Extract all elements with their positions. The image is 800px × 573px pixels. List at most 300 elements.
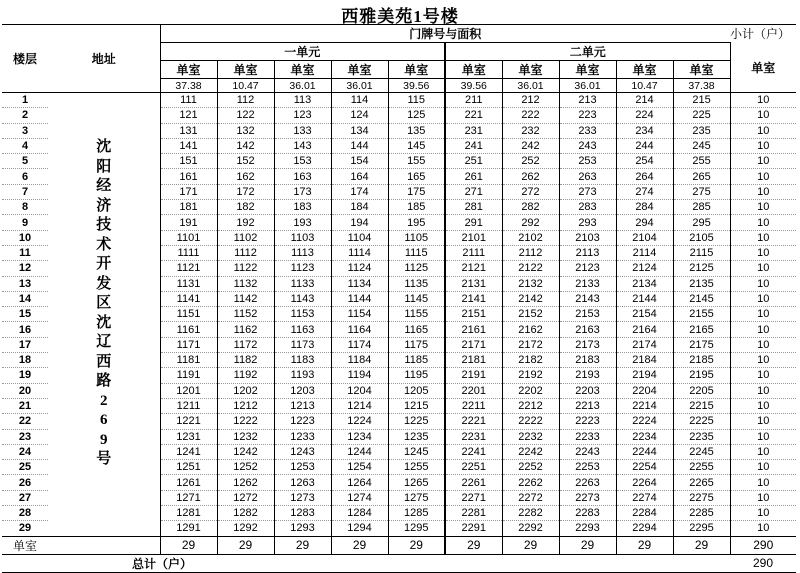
room-number-cell: 1215	[388, 398, 445, 413]
room-number-cell: 2252	[502, 460, 559, 475]
room-number-cell: 195	[388, 215, 445, 230]
room-number-cell: 1243	[274, 444, 331, 459]
floor-cell: 4	[2, 138, 48, 153]
room-number-cell: 2242	[502, 444, 559, 459]
room-number-cell: 1195	[388, 368, 445, 383]
room-number-cell: 223	[559, 108, 616, 123]
room-number-cell: 2205	[673, 383, 730, 398]
room-number-cell: 265	[673, 169, 730, 184]
room-number-cell: 1292	[217, 521, 274, 536]
room-number-cell: 2101	[445, 230, 502, 245]
room-type-1: 单室	[160, 61, 217, 79]
room-number-cell: 1293	[274, 521, 331, 536]
room-number-cell: 2142	[502, 291, 559, 306]
room-number-cell: 2203	[559, 383, 616, 398]
room-number-cell: 2224	[616, 414, 673, 429]
single-room-count: 29	[388, 536, 445, 554]
room-number-cell: 153	[274, 154, 331, 169]
room-number-cell: 271	[445, 184, 502, 199]
room-number-cell: 1191	[160, 368, 217, 383]
room-number-cell: 2161	[445, 322, 502, 337]
floor-cell: 29	[2, 521, 48, 536]
room-number-cell: 162	[217, 169, 274, 184]
room-number-cell: 2265	[673, 475, 730, 490]
room-number-cell: 174	[331, 184, 388, 199]
room-number-cell: 2114	[616, 245, 673, 260]
room-number-cell: 2274	[616, 490, 673, 505]
room-number-cell: 2213	[559, 398, 616, 413]
room-type-6: 单室	[445, 61, 502, 79]
room-number-cell: 1181	[160, 353, 217, 368]
floor-cell: 6	[2, 169, 48, 184]
row-count-cell: 10	[730, 215, 796, 230]
room-number-cell: 2273	[559, 490, 616, 505]
room-number-cell: 211	[445, 93, 502, 108]
room-number-cell: 1245	[388, 444, 445, 459]
header-door-area: 门牌号与面积	[160, 25, 730, 43]
floor-cell: 16	[2, 322, 48, 337]
room-number-cell: 2173	[559, 337, 616, 352]
room-number-cell: 1155	[388, 307, 445, 322]
room-number-cell: 172	[217, 184, 274, 199]
room-number-cell: 2151	[445, 307, 502, 322]
room-number-cell: 1255	[388, 460, 445, 475]
floor-cell: 22	[2, 414, 48, 429]
room-number-cell: 2223	[559, 414, 616, 429]
room-number-cell: 1182	[217, 353, 274, 368]
room-number-cell: 1201	[160, 383, 217, 398]
room-number-cell: 263	[559, 169, 616, 184]
room-number-cell: 1252	[217, 460, 274, 475]
floor-cell: 3	[2, 123, 48, 138]
row-count-cell: 10	[730, 490, 796, 505]
room-number-cell: 2194	[616, 368, 673, 383]
room-type-8: 单室	[559, 61, 616, 79]
room-number-cell: 2104	[616, 230, 673, 245]
room-number-cell: 213	[559, 93, 616, 108]
row-count-cell: 10	[730, 337, 796, 352]
room-number-cell: 2285	[673, 506, 730, 521]
room-number-cell: 234	[616, 123, 673, 138]
room-number-cell: 1244	[331, 444, 388, 459]
room-type-7: 单室	[502, 61, 559, 79]
single-room-count: 29	[445, 536, 502, 554]
room-number-cell: 2184	[616, 353, 673, 368]
room-number-cell: 1194	[331, 368, 388, 383]
room-number-cell: 2112	[502, 245, 559, 260]
row-count-cell: 10	[730, 414, 796, 429]
row-count-cell: 10	[730, 230, 796, 245]
room-number-cell: 2212	[502, 398, 559, 413]
room-number-cell: 1114	[331, 245, 388, 260]
single-room-count: 29	[274, 536, 331, 554]
single-room-count: 29	[331, 536, 388, 554]
room-number-cell: 2262	[502, 475, 559, 490]
room-number-cell: 293	[559, 215, 616, 230]
room-number-cell: 1165	[388, 322, 445, 337]
room-number-cell: 194	[331, 215, 388, 230]
row-count-cell: 10	[730, 398, 796, 413]
grand-total-blank	[217, 554, 730, 572]
floor-cell: 10	[2, 230, 48, 245]
room-number-cell: 152	[217, 154, 274, 169]
area-8: 36.01	[559, 79, 616, 93]
room-number-cell: 1134	[331, 276, 388, 291]
room-number-cell: 145	[388, 138, 445, 153]
room-number-cell: 251	[445, 154, 502, 169]
room-number-cell: 2155	[673, 307, 730, 322]
address-char: 开	[96, 256, 112, 272]
area-10: 37.38	[673, 79, 730, 93]
room-number-cell: 2215	[673, 398, 730, 413]
row-count-cell: 10	[730, 261, 796, 276]
address-char: 技	[96, 217, 112, 233]
room-number-cell: 1141	[160, 291, 217, 306]
room-number-cell: 1161	[160, 322, 217, 337]
room-number-cell: 2171	[445, 337, 502, 352]
room-number-cell: 1275	[388, 490, 445, 505]
row-count-cell: 10	[730, 368, 796, 383]
room-number-cell: 2195	[673, 368, 730, 383]
address-char: 辽	[96, 334, 112, 350]
room-number-cell: 175	[388, 184, 445, 199]
room-number-cell: 112	[217, 93, 274, 108]
room-number-cell: 1152	[217, 307, 274, 322]
floor-cell: 17	[2, 337, 48, 352]
row-count-cell: 10	[730, 276, 796, 291]
room-number-cell: 1225	[388, 414, 445, 429]
room-number-cell: 1232	[217, 429, 274, 444]
floor-cell: 1	[2, 93, 48, 108]
room-number-cell: 1105	[388, 230, 445, 245]
room-number-cell: 231	[445, 123, 502, 138]
room-number-cell: 193	[274, 215, 331, 230]
row-count-cell: 10	[730, 169, 796, 184]
room-number-cell: 131	[160, 123, 217, 138]
floor-cell: 25	[2, 460, 48, 475]
address-char: 沈	[96, 139, 112, 155]
row-count-cell: 10	[730, 460, 796, 475]
room-number-cell: 2182	[502, 353, 559, 368]
single-room-count: 29	[559, 536, 616, 554]
room-number-cell: 1294	[331, 521, 388, 536]
address-char: 西	[96, 353, 112, 370]
room-number-cell: 184	[331, 200, 388, 215]
room-number-cell: 2175	[673, 337, 730, 352]
room-number-cell: 222	[502, 108, 559, 123]
row-count-cell: 10	[730, 322, 796, 337]
header-unit-2: 二单元	[445, 43, 730, 61]
room-number-cell: 1254	[331, 460, 388, 475]
room-number-cell: 2192	[502, 368, 559, 383]
room-number-cell: 2234	[616, 429, 673, 444]
room-number-cell: 1112	[217, 245, 274, 260]
room-number-cell: 232	[502, 123, 559, 138]
row-count-cell: 10	[730, 154, 796, 169]
room-number-cell: 1212	[217, 398, 274, 413]
room-number-cell: 2295	[673, 521, 730, 536]
room-number-cell: 1251	[160, 460, 217, 475]
room-number-cell: 2145	[673, 291, 730, 306]
room-number-cell: 142	[217, 138, 274, 153]
room-number-cell: 253	[559, 154, 616, 169]
room-type-3: 单室	[274, 61, 331, 79]
room-number-cell: 1102	[217, 230, 274, 245]
floor-cell: 23	[2, 429, 48, 444]
room-number-cell: 1221	[160, 414, 217, 429]
room-number-cell: 151	[160, 154, 217, 169]
room-number-cell: 242	[502, 138, 559, 153]
room-number-cell: 2141	[445, 291, 502, 306]
room-number-cell: 1233	[274, 429, 331, 444]
room-number-cell: 2125	[673, 261, 730, 276]
room-number-cell: 2172	[502, 337, 559, 352]
row-count-cell: 10	[730, 429, 796, 444]
room-number-cell: 1224	[331, 414, 388, 429]
room-number-cell: 282	[502, 200, 559, 215]
room-number-cell: 171	[160, 184, 217, 199]
room-number-cell: 1125	[388, 261, 445, 276]
room-number-cell: 1263	[274, 475, 331, 490]
room-number-cell: 2165	[673, 322, 730, 337]
room-number-cell: 292	[502, 215, 559, 230]
room-number-cell: 1265	[388, 475, 445, 490]
room-number-cell: 2185	[673, 353, 730, 368]
room-number-cell: 1223	[274, 414, 331, 429]
address-char: 术	[96, 236, 112, 253]
floor-cell: 11	[2, 245, 48, 260]
room-number-cell: 241	[445, 138, 502, 153]
room-number-cell: 1164	[331, 322, 388, 337]
header-unit-1: 一单元	[160, 43, 445, 61]
room-number-cell: 2202	[502, 383, 559, 398]
room-number-cell: 2233	[559, 429, 616, 444]
room-number-cell: 1214	[331, 398, 388, 413]
address-char: 沈	[96, 314, 112, 331]
room-number-cell: 2144	[616, 291, 673, 306]
address-char: 区	[96, 295, 112, 311]
header-address: 地址	[48, 25, 160, 93]
room-number-cell: 252	[502, 154, 559, 169]
floor-cell: 27	[2, 490, 48, 505]
area-9: 10.47	[616, 79, 673, 93]
room-number-cell: 121	[160, 108, 217, 123]
room-number-cell: 185	[388, 200, 445, 215]
room-number-cell: 1132	[217, 276, 274, 291]
room-number-cell: 1144	[331, 291, 388, 306]
room-number-cell: 235	[673, 123, 730, 138]
room-number-cell: 1124	[331, 261, 388, 276]
room-number-cell: 2254	[616, 460, 673, 475]
area-5: 39.56	[388, 79, 445, 93]
room-number-cell: 2221	[445, 414, 502, 429]
room-number-cell: 123	[274, 108, 331, 123]
room-number-cell: 221	[445, 108, 502, 123]
room-number-cell: 2284	[616, 506, 673, 521]
room-number-cell: 233	[559, 123, 616, 138]
room-number-cell: 1133	[274, 276, 331, 291]
room-number-cell: 1264	[331, 475, 388, 490]
room-type-9: 单室	[616, 61, 673, 79]
room-number-cell: 1295	[388, 521, 445, 536]
room-number-cell: 2103	[559, 230, 616, 245]
door-number-table	[2, 24, 796, 573]
room-number-cell: 1282	[217, 506, 274, 521]
room-number-cell: 2162	[502, 322, 559, 337]
room-number-cell: 1103	[274, 230, 331, 245]
room-number-cell: 2225	[673, 414, 730, 429]
room-number-cell: 124	[331, 108, 388, 123]
floor-cell: 15	[2, 307, 48, 322]
room-number-cell: 1272	[217, 490, 274, 505]
floor-cell: 18	[2, 353, 48, 368]
address-char: 6	[100, 412, 108, 428]
room-number-cell: 1193	[274, 368, 331, 383]
room-number-cell: 2235	[673, 429, 730, 444]
grand-total-value: 290	[730, 554, 796, 572]
room-type-4: 单室	[331, 61, 388, 79]
sheet-title: 西雅美苑1号楼	[341, 7, 459, 26]
room-number-cell: 181	[160, 200, 217, 215]
room-number-cell: 2291	[445, 521, 502, 536]
room-number-cell: 1123	[274, 261, 331, 276]
room-number-cell: 2293	[559, 521, 616, 536]
floor-cell: 14	[2, 291, 48, 306]
room-number-cell: 192	[217, 215, 274, 230]
room-number-cell: 1175	[388, 337, 445, 352]
room-number-cell: 273	[559, 184, 616, 199]
room-number-cell: 113	[274, 93, 331, 108]
room-number-cell: 1121	[160, 261, 217, 276]
row-count-cell: 10	[730, 444, 796, 459]
room-number-cell: 2204	[616, 383, 673, 398]
room-number-cell: 2191	[445, 368, 502, 383]
room-number-cell: 243	[559, 138, 616, 153]
room-number-cell: 244	[616, 138, 673, 153]
row-count-cell: 10	[730, 353, 796, 368]
row-count-cell: 10	[730, 475, 796, 490]
room-number-cell: 2152	[502, 307, 559, 322]
room-number-cell: 2211	[445, 398, 502, 413]
row-count-cell: 10	[730, 93, 796, 108]
address-char: 路	[96, 373, 112, 389]
room-number-cell: 2292	[502, 521, 559, 536]
room-number-cell: 2241	[445, 444, 502, 459]
floor-cell: 9	[2, 215, 48, 230]
room-number-cell: 2201	[445, 383, 502, 398]
floor-cell: 26	[2, 475, 48, 490]
area-7: 36.01	[502, 79, 559, 93]
room-number-cell: 1171	[160, 337, 217, 352]
room-number-cell: 2271	[445, 490, 502, 505]
room-number-cell: 224	[616, 108, 673, 123]
room-number-cell: 143	[274, 138, 331, 153]
room-number-cell: 2121	[445, 261, 502, 276]
floor-cell: 19	[2, 368, 48, 383]
room-number-cell: 1104	[331, 230, 388, 245]
single-room-count: 29	[616, 536, 673, 554]
room-number-cell: 2231	[445, 429, 502, 444]
header-unit-type: 单室	[730, 43, 796, 93]
room-number-cell: 122	[217, 108, 274, 123]
room-number-cell: 154	[331, 154, 388, 169]
room-number-cell: 2102	[502, 230, 559, 245]
room-number-cell: 1283	[274, 506, 331, 521]
room-number-cell: 215	[673, 93, 730, 108]
room-number-cell: 132	[217, 123, 274, 138]
header-subtotal: 小计（户）	[730, 25, 796, 43]
room-number-cell: 214	[616, 93, 673, 108]
row-count-cell: 10	[730, 383, 796, 398]
room-number-cell: 1184	[331, 353, 388, 368]
room-number-cell: 1173	[274, 337, 331, 352]
row-count-cell: 10	[730, 200, 796, 215]
room-number-cell: 2143	[559, 291, 616, 306]
room-number-cell: 2255	[673, 460, 730, 475]
room-number-cell: 2244	[616, 444, 673, 459]
room-number-cell: 245	[673, 138, 730, 153]
room-number-cell: 291	[445, 215, 502, 230]
room-number-cell: 1142	[217, 291, 274, 306]
floor-cell: 21	[2, 398, 48, 413]
area-4: 36.01	[331, 79, 388, 93]
room-number-cell: 135	[388, 123, 445, 138]
room-number-cell: 294	[616, 215, 673, 230]
room-number-cell: 1185	[388, 353, 445, 368]
room-number-cell: 134	[331, 123, 388, 138]
room-number-cell: 1281	[160, 506, 217, 521]
room-number-cell: 1183	[274, 353, 331, 368]
room-number-cell: 125	[388, 108, 445, 123]
address-char: 2	[100, 392, 108, 409]
row-count-cell: 10	[730, 291, 796, 306]
single-room-count: 29	[217, 536, 274, 554]
room-number-cell: 225	[673, 108, 730, 123]
room-number-cell: 2133	[559, 276, 616, 291]
floor-cell: 13	[2, 276, 48, 291]
room-number-cell: 1115	[388, 245, 445, 260]
area-3: 36.01	[274, 79, 331, 93]
single-room-count: 29	[502, 536, 559, 554]
row-count-cell: 10	[730, 108, 796, 123]
room-number-cell: 2193	[559, 368, 616, 383]
room-number-cell: 1211	[160, 398, 217, 413]
room-number-cell: 1122	[217, 261, 274, 276]
room-number-cell: 2283	[559, 506, 616, 521]
room-number-cell: 2272	[502, 490, 559, 505]
room-number-cell: 1261	[160, 475, 217, 490]
room-number-cell: 1222	[217, 414, 274, 429]
room-number-cell: 141	[160, 138, 217, 153]
room-number-cell: 2135	[673, 276, 730, 291]
row-count-cell: 10	[730, 123, 796, 138]
address-char: 阳	[96, 158, 112, 175]
floor-cell: 8	[2, 200, 48, 215]
room-number-cell: 163	[274, 169, 331, 184]
floor-cell: 5	[2, 154, 48, 169]
single-room-count: 29	[160, 536, 217, 554]
grand-total-label: 总计（户）	[2, 554, 217, 572]
room-number-cell: 2174	[616, 337, 673, 352]
single-room-blank	[48, 536, 160, 554]
area-2: 10.47	[217, 79, 274, 93]
room-number-cell: 133	[274, 123, 331, 138]
room-number-cell: 1151	[160, 307, 217, 322]
room-number-cell: 255	[673, 154, 730, 169]
room-number-cell: 1234	[331, 429, 388, 444]
room-number-cell: 1172	[217, 337, 274, 352]
room-number-cell: 2164	[616, 322, 673, 337]
